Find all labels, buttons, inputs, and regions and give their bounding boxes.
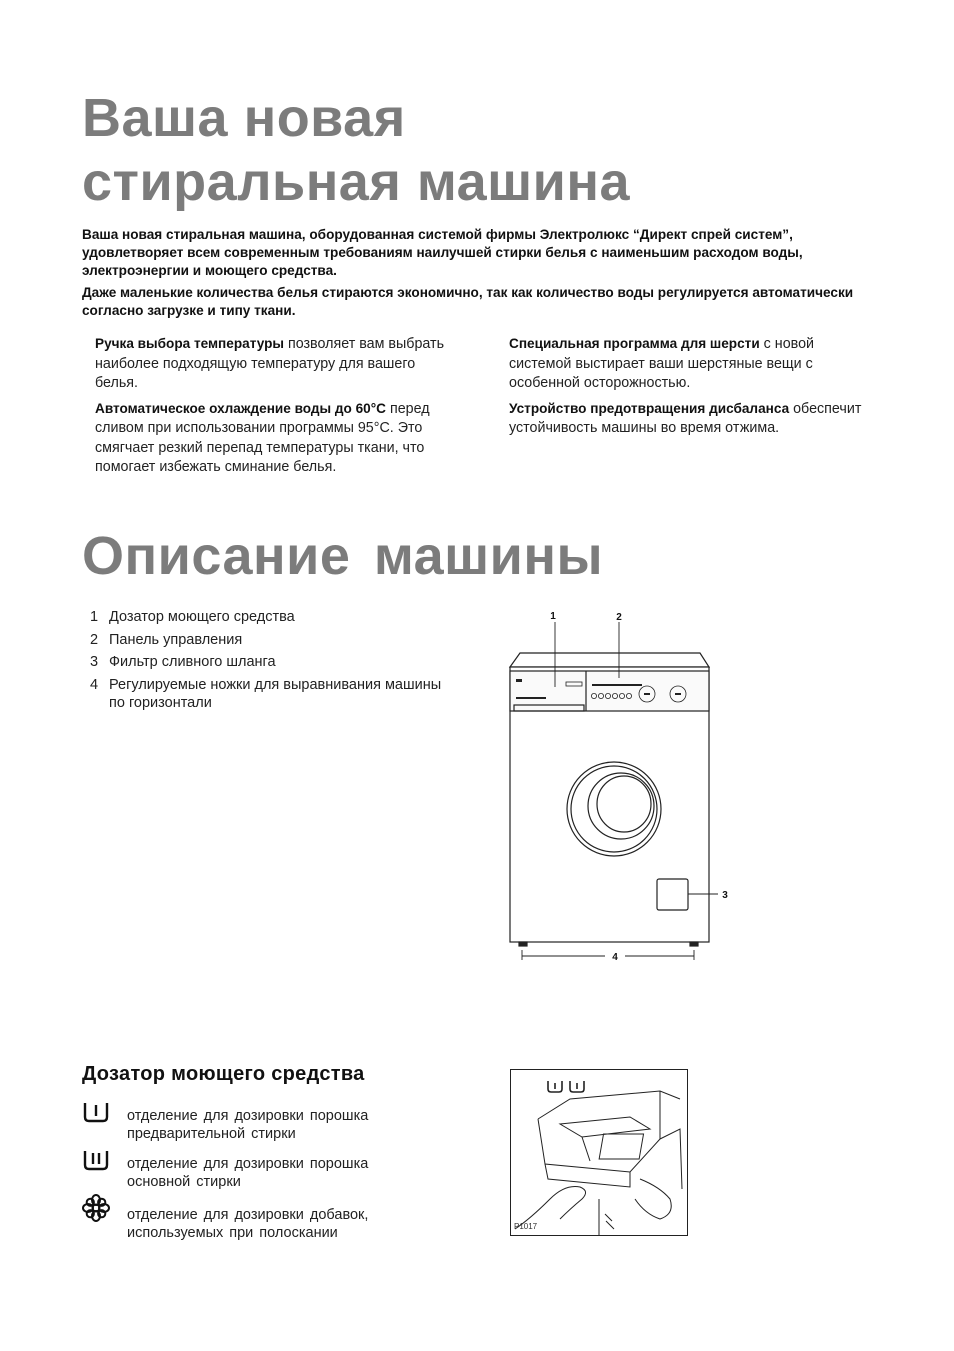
dispenser-item-label: отделение для дозировки порошка основной стирки [127,1156,369,1190]
feature-wool-program [509,334,869,394]
list-item-number: 4 [90,676,99,693]
callout-1: 1 [550,611,556,622]
feature-temperature-knob [95,334,445,394]
parts-list [90,608,450,716]
intro-paragraph-2: Даже маленькие количества белья стираются экономично, так как количество воды регулируется автоматически согласно загрузке и типу ткани. [82,285,854,318]
dispenser-illustration [510,1069,688,1236]
feature-heading: Устройство предотвращения дисбаланса [509,400,790,416]
features-right-column [509,334,869,444]
fabric-softener-flower-icon [82,1194,127,1242]
feature-heading: Ручка выбора температуры [95,336,284,351]
dispenser-item-softener [82,1194,422,1242]
feature-heading: Специальная программа для шерсти [509,336,760,351]
page-title-line-1: Ваша новая [82,88,406,148]
feature-text: перед сливом при использовании программы 95°С. Это смягчает резкий перепад температуры ткани, что помогает избежать сминание белья. [95,400,430,475]
list-item-number: 3 [90,654,99,670]
list-item-label: Регулируемые ножки для выравнивания машины по горизонтали [109,676,442,711]
dispenser-item-label: отделение для дозировки добавок, используемых при полоскании [127,1207,369,1241]
dispenser-title: Дозатор моющего средства [82,1063,365,1085]
list-item [90,653,450,671]
dispenser-item-label: отделение для дозировки порошка предварительной стирки [127,1108,369,1142]
washing-machine-diagram [500,605,740,970]
feature-heading: Автоматическое охлаждение воды до 60°С [95,400,386,416]
list-item [90,676,450,712]
list-item-number: 1 [90,609,99,625]
prewash-compartment-icon [82,1100,127,1143]
list-item [90,631,450,649]
main-wash-compartment-icon [82,1148,127,1191]
intro-paragraph-1: Ваша новая стиральная машина, оборудованная системой фирмы Электролюкс “Директ спрей систем”, удовлетворяет всем современным требованиям наилучшей стирки белья с наименьшим расходом воды, электроэнергии и моющего средства. [82,227,803,278]
callout-4: 4 [612,952,618,963]
feature-text: позволяет вам выбрать наиболее подходящую температуру для вашего белья. [95,336,445,391]
feature-imbalance-control [509,399,869,439]
feature-auto-cooling [95,399,445,478]
section-title-description: Описание машины [82,526,604,586]
callout-3: 3 [722,890,728,901]
dispenser-item-main-wash [82,1148,422,1191]
page-title [82,86,630,214]
list-item-number: 2 [90,631,99,648]
feature-text: обеспечит устойчивость машины во время отжима. [509,400,862,436]
dispenser-item-prewash [82,1100,422,1143]
list-item [90,608,450,626]
figure-code: P1017 [514,1222,538,1231]
features-left-column [95,334,445,483]
feature-text: с новой системой выстирает ваши шерстяные вещи с особенной осторожностью. [509,336,815,391]
page-title-line-2: стиральная машина [82,152,630,212]
list-item-label: Фильтр сливного шланга [109,654,276,670]
list-item-label: Панель управления [109,631,243,648]
list-item-label: Дозатор моющего средства [109,609,295,625]
callout-2: 2 [616,612,622,623]
